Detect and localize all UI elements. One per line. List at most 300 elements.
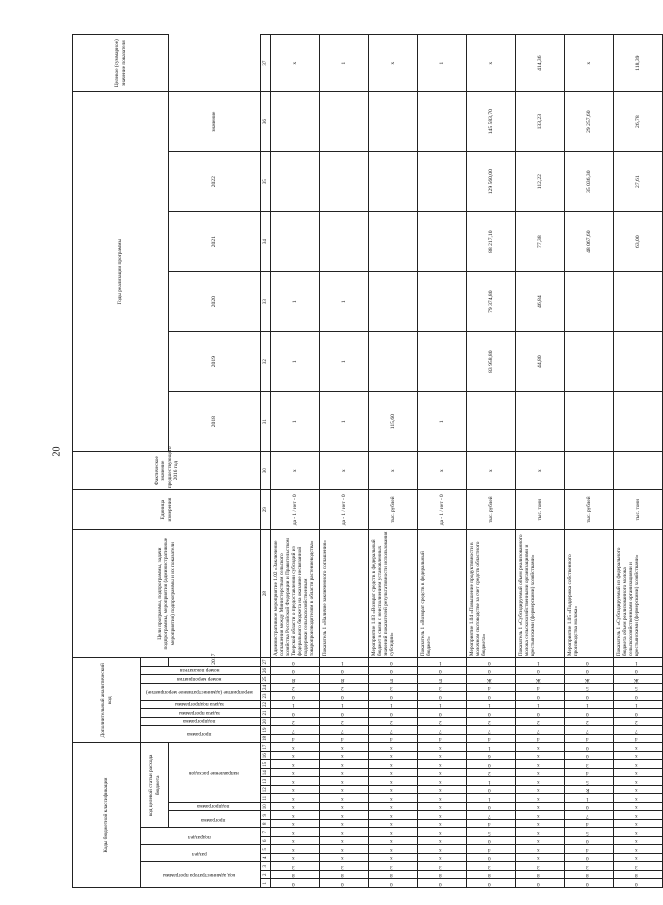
code-digit-text: 4	[488, 736, 492, 743]
code-digit-text: 7	[390, 727, 394, 734]
code-digit	[614, 769, 663, 778]
code-digit-text: x	[537, 838, 541, 845]
year-value-cell	[369, 152, 418, 212]
code-digit	[271, 769, 320, 778]
code-digit	[271, 811, 320, 820]
code-digit	[369, 820, 418, 829]
code-digit	[320, 692, 369, 701]
code-digit-text: 7	[586, 727, 590, 734]
code-digit-text: 3	[390, 685, 394, 692]
code-digit	[614, 820, 663, 829]
header-razdel: раздел	[141, 845, 261, 862]
year-value-cell: 115,60	[369, 392, 418, 452]
code-digit	[516, 845, 565, 854]
code-digit-text: 1	[635, 702, 639, 709]
header-measure-num: номер мероприятия	[141, 675, 261, 684]
code-digit-text: x	[292, 830, 296, 836]
code-digit-text: x	[439, 745, 443, 751]
code-digit-text: x	[292, 796, 296, 802]
code-digit	[320, 734, 369, 743]
code-digit-text: x	[390, 838, 394, 845]
header-base: Фактическое значение предшествующего 2016 год	[73, 452, 261, 490]
code-digit	[369, 837, 418, 846]
unit-cell: тыс. тонн	[516, 490, 565, 530]
code-digit	[369, 862, 418, 871]
code-digit-text: 0	[292, 668, 296, 675]
code-digit-text: x	[341, 753, 345, 760]
header-direction: направление расходов	[169, 743, 261, 803]
code-digit-text: 7	[292, 727, 296, 734]
column-number: 2	[261, 871, 271, 880]
year-value-cell: 44,80	[516, 332, 565, 392]
code-digit	[271, 666, 320, 675]
code-digit	[614, 683, 663, 692]
header-measure: мероприятие (административное мероприятие)	[141, 683, 261, 700]
column-number: 6	[261, 837, 271, 846]
code-digit	[565, 769, 614, 778]
column-number: 35	[261, 152, 271, 212]
year-value-cell: 129 560,00	[467, 152, 516, 212]
code-digit	[467, 777, 516, 786]
code-digit	[614, 734, 663, 743]
code-digit-text: 4	[439, 736, 443, 743]
year-value-cell	[565, 392, 614, 452]
code-digit	[271, 700, 320, 709]
code-digit-text: x	[537, 847, 541, 853]
code-digit-text: 7	[488, 727, 492, 734]
code-digit	[369, 786, 418, 795]
code-digit	[467, 717, 516, 726]
code-digit-text: 4	[488, 847, 492, 853]
code-digit-text: 0	[586, 804, 590, 811]
header-admin: код администратора программы	[141, 862, 261, 888]
code-digit	[271, 760, 320, 769]
code-digit	[369, 675, 418, 684]
code-digit	[516, 658, 565, 667]
code-digit	[271, 862, 320, 871]
code-digit	[516, 811, 565, 820]
code-digit-text: 1	[292, 702, 296, 709]
column-number: 26	[261, 666, 271, 675]
code-digit	[369, 752, 418, 761]
column-number: 37	[261, 35, 271, 92]
code-digit	[369, 700, 418, 709]
code-digit-text: x	[537, 855, 541, 862]
code-digit-text: 0	[488, 787, 492, 794]
code-digit-text: x	[341, 830, 345, 836]
code-digit-text: x	[390, 787, 394, 794]
code-digit	[467, 760, 516, 769]
code-digit	[614, 786, 663, 795]
program-table	[72, 34, 663, 888]
year-value-cell	[271, 212, 320, 272]
code-digit-text: 4	[390, 736, 394, 743]
code-digit-text: x	[341, 779, 345, 785]
code-digit	[467, 726, 516, 735]
column-number: 23	[261, 692, 271, 701]
code-digit-text: x	[390, 813, 394, 819]
year-value-cell: 26,78	[614, 92, 663, 152]
code-digit-text: x	[341, 745, 345, 751]
code-digit	[369, 709, 418, 718]
code-digit	[565, 879, 614, 888]
code-digit-text: 0	[292, 881, 296, 887]
code-digit	[614, 803, 663, 812]
header-goal: Цели программы, подпрограммы, задачи подпрограммы, мероприятия (административные мероприятия) подпрограммы и их показатели	[73, 530, 261, 658]
year-value-cell	[271, 92, 320, 152]
code-digit-text: x	[439, 796, 443, 802]
code-digit	[271, 777, 320, 786]
code-digit-text: x	[439, 821, 443, 828]
code-digit	[614, 752, 663, 761]
code-digit-text: 3	[635, 864, 639, 870]
header-year-2020: 2020	[169, 272, 261, 332]
year-value-cell	[614, 272, 663, 332]
year-value-cell	[614, 392, 663, 452]
code-digit	[320, 837, 369, 846]
code-digit	[320, 879, 369, 888]
code-digit-text: 0	[488, 693, 492, 700]
code-digit-text: 7	[586, 813, 590, 819]
code-digit-text: 8	[390, 872, 394, 879]
code-digit	[271, 837, 320, 846]
code-digit	[418, 854, 467, 863]
code-digit	[614, 675, 663, 684]
code-digit-text: 0	[586, 855, 590, 862]
code-digit	[467, 683, 516, 692]
code-digit	[565, 828, 614, 837]
code-digit-text: x	[292, 779, 296, 785]
code-digit-text: 0	[586, 668, 590, 675]
year-value-cell	[369, 332, 418, 392]
code-digit-text: 5	[586, 830, 590, 836]
code-digit	[516, 743, 565, 752]
column-number: 27	[261, 658, 271, 667]
final-value-cell: x	[565, 35, 614, 92]
column-number: 3	[261, 862, 271, 871]
year-value-cell	[418, 272, 467, 332]
base-cell	[614, 452, 663, 490]
code-digit-text: 0	[341, 668, 345, 675]
code-digit-text: Ж	[536, 676, 541, 683]
code-digit-text: 0	[292, 693, 296, 700]
year-value-cell: 145 583,70	[467, 92, 516, 152]
code-digit	[271, 734, 320, 743]
code-digit-text: x	[341, 796, 345, 802]
code-digit-text: 7	[635, 727, 639, 734]
code-digit-text: x	[292, 838, 296, 845]
table-body	[261, 35, 663, 888]
code-digit-text: 8	[292, 872, 296, 879]
code-digit-text: 4	[586, 847, 590, 853]
code-digit	[614, 743, 663, 752]
column-number: 14	[261, 769, 271, 778]
goal-cell: Мероприятие 1.03 «Возврат средств в федеральный бюджет в связи с неисполнением установленных значений показателей результативности использования субсидии»	[369, 530, 418, 658]
code-digit-text: x	[390, 847, 394, 853]
code-digit	[614, 692, 663, 701]
code-digit-text: x	[537, 779, 541, 785]
column-number: 36	[261, 92, 271, 152]
code-digit-text: 0	[390, 710, 394, 717]
code-digit-text: x	[292, 753, 296, 760]
unit-cell: тыс. рублей	[565, 490, 614, 530]
code-digit	[614, 845, 663, 854]
year-value-cell	[418, 212, 467, 272]
code-digit-text: 3	[439, 685, 443, 692]
code-digit	[516, 871, 565, 880]
code-digit	[614, 777, 663, 786]
table-row	[271, 35, 320, 888]
code-digit-text: 0	[537, 881, 541, 887]
code-digit	[418, 752, 467, 761]
code-digit	[418, 837, 467, 846]
base-cell: x	[418, 452, 467, 490]
code-digit	[369, 879, 418, 888]
base-cell	[565, 452, 614, 490]
code-digit-text: x	[292, 804, 296, 811]
code-digit-text: 1	[537, 702, 541, 709]
code-digit	[369, 683, 418, 692]
base-cell: x	[516, 452, 565, 490]
year-value-cell	[418, 332, 467, 392]
code-digit-text: 5	[635, 685, 639, 692]
code-digit	[565, 692, 614, 701]
code-digit	[565, 837, 614, 846]
year-value-cell: 88 217,10	[467, 212, 516, 272]
code-digit-text: 8	[341, 872, 345, 879]
code-digit-text: x	[292, 855, 296, 862]
code-digit-text: x	[390, 762, 394, 768]
code-digit-text: 2	[537, 719, 541, 726]
code-digit	[320, 854, 369, 863]
base-cell: x	[271, 452, 320, 490]
code-digit-text: 0	[537, 693, 541, 700]
year-value-cell	[418, 152, 467, 212]
code-digit-text: 1	[488, 745, 492, 751]
year-value-cell: 63,00	[614, 212, 663, 272]
code-digit	[565, 726, 614, 735]
year-value-cell	[320, 152, 369, 212]
code-digit-text: x	[439, 753, 443, 760]
code-digit	[369, 871, 418, 880]
code-digit	[271, 692, 320, 701]
code-digit	[565, 811, 614, 820]
code-digit-text: x	[537, 796, 541, 802]
code-digit-text: x	[537, 745, 541, 751]
code-digit	[320, 726, 369, 735]
column-number: 5	[261, 845, 271, 854]
code-digit-text: 0	[488, 710, 492, 717]
code-digit-text: x	[390, 821, 394, 828]
code-digit-text: x	[292, 762, 296, 768]
code-digit-text: 0	[537, 668, 541, 675]
code-digit-text: 0	[488, 762, 492, 768]
unit-cell: тыс. рублей	[369, 490, 418, 530]
code-digit-text: 8	[488, 872, 492, 879]
code-digit	[467, 862, 516, 871]
code-digit-text: 1	[390, 702, 394, 709]
code-digit	[271, 658, 320, 667]
code-digit-text: x	[635, 779, 639, 785]
code-digit-text: 1	[537, 659, 541, 666]
column-number: 12	[261, 786, 271, 795]
code-digit-text: 0	[537, 710, 541, 717]
code-digit-text: x	[439, 762, 443, 768]
code-digit	[565, 734, 614, 743]
code-digit-text: x	[390, 830, 394, 836]
code-digit	[565, 666, 614, 675]
code-digit-text: x	[439, 770, 443, 777]
code-digit	[516, 803, 565, 812]
year-value-cell	[369, 212, 418, 272]
code-digit	[614, 862, 663, 871]
unit-cell: тыс. тонн	[614, 490, 663, 530]
code-digit-text: 3	[586, 762, 590, 768]
code-digit-text: x	[635, 821, 639, 828]
year-value-cell: 1	[320, 272, 369, 332]
code-digit-text: 1	[488, 702, 492, 709]
code-digit-text: Б	[439, 676, 443, 683]
code-digit-text: 0	[586, 745, 590, 751]
code-digit	[320, 871, 369, 880]
code-digit-text: x	[292, 813, 296, 819]
code-digit-text: Ж	[487, 676, 492, 683]
code-digit	[320, 803, 369, 812]
code-digit	[271, 803, 320, 812]
code-digit	[467, 786, 516, 795]
base-cell: x	[467, 452, 516, 490]
table-row	[320, 35, 369, 888]
code-digit-text: Я	[340, 676, 345, 683]
unit-cell: да - 1 / нет - 0	[271, 490, 320, 530]
table-row	[614, 35, 663, 888]
code-digit	[369, 658, 418, 667]
code-digit	[418, 862, 467, 871]
code-digit-text: x	[635, 753, 639, 760]
code-digit	[516, 828, 565, 837]
code-digit-text: x	[292, 821, 296, 828]
code-digit-text: 0	[341, 693, 345, 700]
code-digit-text: R	[585, 787, 590, 794]
code-digit-text: 0	[635, 693, 639, 700]
code-digit-text: 0	[488, 659, 492, 666]
code-digit-text: x	[341, 770, 345, 777]
code-digit	[320, 811, 369, 820]
code-digit	[369, 845, 418, 854]
header-unit: Единица измерения	[73, 490, 261, 530]
code-digit	[467, 803, 516, 812]
year-value-cell	[320, 212, 369, 272]
code-digit	[369, 743, 418, 752]
code-digit-text: 3	[488, 864, 492, 870]
year-value-cell	[320, 92, 369, 152]
year-value-cell: 1	[320, 332, 369, 392]
code-digit-text: Ж	[634, 676, 639, 683]
unit-cell: да - 1 / нет - 0	[418, 490, 467, 530]
column-number: 24	[261, 683, 271, 692]
column-number: 20	[261, 717, 271, 726]
code-digit-text: 2	[292, 719, 296, 726]
code-digit	[271, 828, 320, 837]
year-value-cell	[516, 392, 565, 452]
code-digit	[614, 666, 663, 675]
header-task-sub: задача подпрограммы	[141, 700, 261, 709]
code-digit	[467, 820, 516, 829]
code-digit	[565, 871, 614, 880]
year-value-cell: 35 036,30	[565, 152, 614, 212]
year-value-cell: 1	[418, 392, 467, 452]
code-digit	[418, 734, 467, 743]
code-digit-text: x	[537, 804, 541, 811]
code-digit	[565, 658, 614, 667]
code-digit	[369, 734, 418, 743]
column-number: 19	[261, 726, 271, 735]
code-digit	[369, 803, 418, 812]
code-digit	[467, 811, 516, 820]
code-digit	[467, 700, 516, 709]
code-digit	[516, 666, 565, 675]
code-digit-text: Б	[390, 676, 394, 683]
code-digit	[467, 743, 516, 752]
code-digit	[467, 845, 516, 854]
code-digit	[369, 692, 418, 701]
code-digit	[271, 683, 320, 692]
code-digit	[418, 811, 467, 820]
code-digit	[418, 794, 467, 803]
column-number: 10	[261, 803, 271, 812]
code-digit	[271, 871, 320, 880]
code-digit	[467, 828, 516, 837]
code-digit-text: x	[537, 762, 541, 768]
code-digit-text: 0	[390, 881, 394, 887]
code-digit-text: 1	[341, 659, 345, 666]
code-digit	[565, 786, 614, 795]
code-digit-text: 1	[439, 702, 443, 709]
code-digit-text: 5	[586, 779, 590, 785]
code-digit	[516, 760, 565, 769]
code-digit	[418, 717, 467, 726]
code-digit	[271, 854, 320, 863]
code-digit-text: 0	[292, 659, 296, 666]
code-digit	[418, 760, 467, 769]
header-final-sub: значение	[169, 92, 261, 152]
code-digit	[467, 658, 516, 667]
code-digit	[271, 743, 320, 752]
header-program: программа	[169, 811, 261, 828]
code-digit-text: Я	[291, 676, 296, 683]
code-digit-text: 2	[439, 719, 443, 726]
code-digit	[565, 717, 614, 726]
code-digit	[418, 777, 467, 786]
code-digit-text: 4	[635, 736, 639, 743]
column-number: 16	[261, 752, 271, 761]
code-digit-text: 8	[439, 872, 443, 879]
code-digit	[614, 879, 663, 888]
code-digit-text: 4	[586, 736, 590, 743]
code-digit-text: x	[439, 804, 443, 811]
code-digit-text: x	[635, 762, 639, 768]
code-digit-text: x	[439, 855, 443, 862]
code-digit-text: 4	[488, 685, 492, 692]
base-cell: x	[320, 452, 369, 490]
code-digit-text: 4	[341, 736, 345, 743]
code-digit	[369, 811, 418, 820]
header-year-2022: 2022	[169, 152, 261, 212]
code-digit	[614, 854, 663, 863]
code-digit	[467, 666, 516, 675]
code-digit-text: 0	[390, 693, 394, 700]
code-digit	[418, 658, 467, 667]
